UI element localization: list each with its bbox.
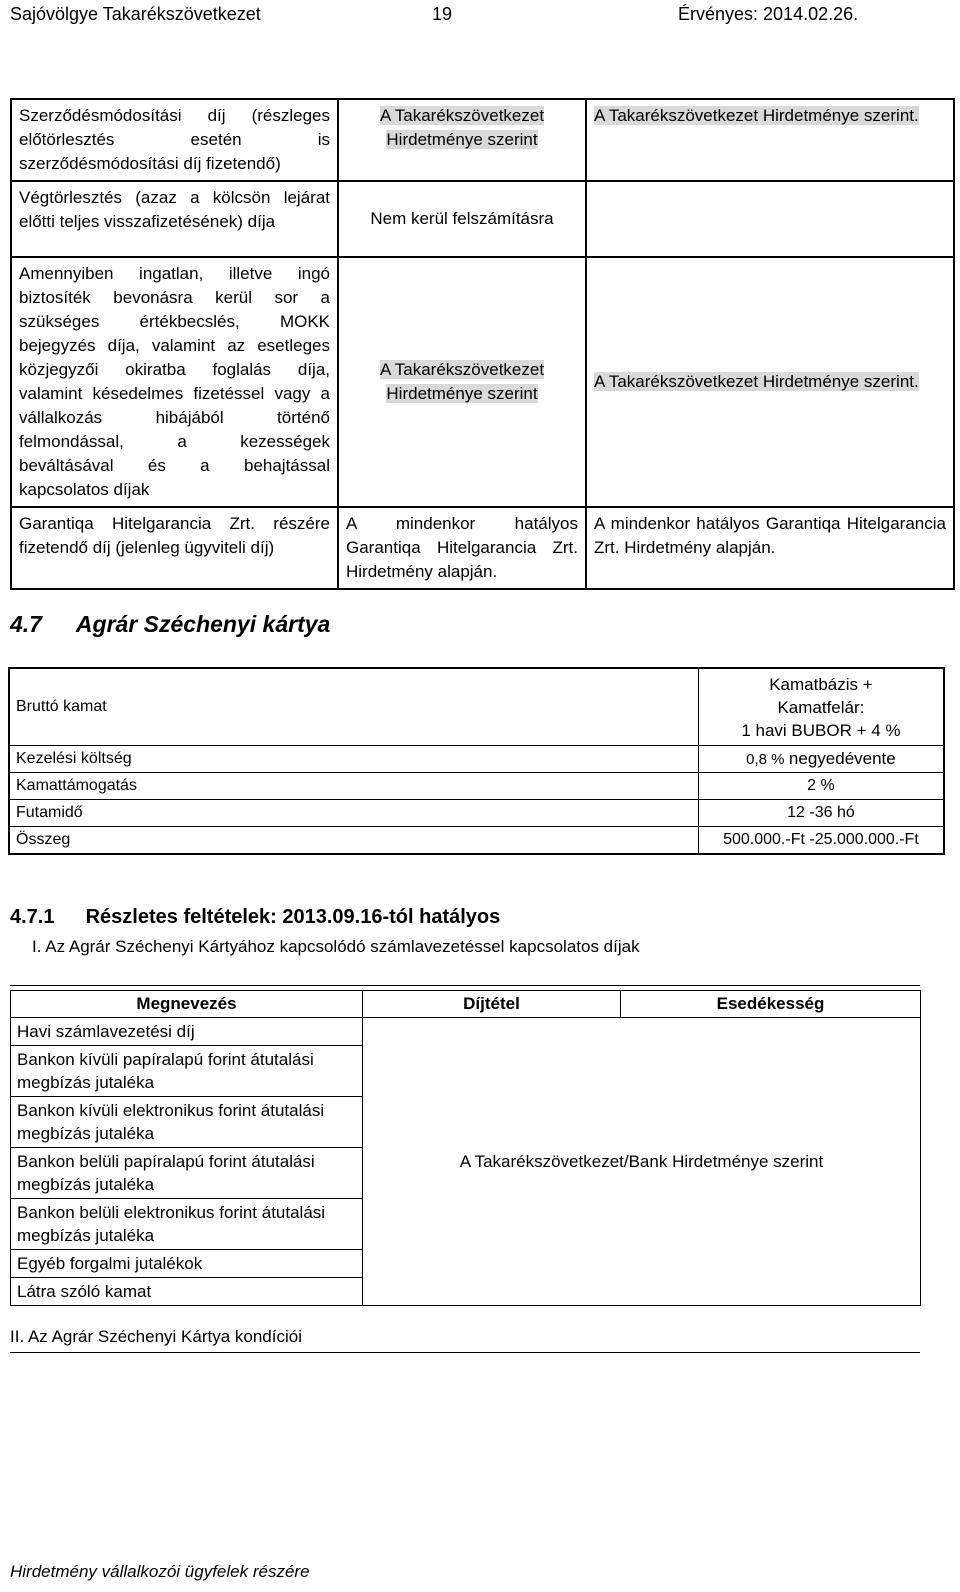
- column-header: Megnevezés: [11, 991, 363, 1018]
- fee-item: Egyéb forgalmi jutalékok: [11, 1250, 363, 1278]
- value-rate: 0,8 %: [746, 750, 785, 768]
- table-row: [11, 257, 954, 507]
- row-label: Kezelési költség: [9, 746, 698, 773]
- section-title: Részletes feltételek: 2013.09.16-tól hatályos: [85, 906, 501, 928]
- header-valid-date: Érvényes: 2014.02.26.: [678, 4, 859, 24]
- row-label: Futamidő: [9, 800, 698, 827]
- value-line: 1 havi BUBOR + 4 %: [741, 720, 901, 740]
- highlighted-value: A Takarékszövetkezet Hirdetménye szerint.: [594, 106, 919, 125]
- row-label: Kamattámogatás: [9, 773, 698, 800]
- section-number: 4.7.1: [10, 906, 55, 928]
- section-title: Agrár Széchenyi kártya: [75, 611, 331, 637]
- table-row: [9, 827, 944, 855]
- value-frequency: negyedévente: [788, 748, 896, 768]
- highlighted-value: A Takarékszövetkezet Hirdetménye szerint.: [594, 372, 919, 391]
- fee-item: Bankon kívüli papíralapú forint átutalási megbízás jutaléka: [11, 1046, 363, 1097]
- section-heading-4-7-1: [10, 906, 500, 929]
- row-value-1: [338, 99, 586, 181]
- table-row: [9, 746, 944, 773]
- row-label: Összeg: [9, 827, 698, 855]
- row-value: 2 %: [698, 773, 944, 800]
- column-header: Esedékesség: [621, 991, 921, 1018]
- row-label: Végtörlesztés (azaz a kölcsön lejárat előtti teljes visszafizetésének) díja: [11, 181, 338, 257]
- row-label: Garantiqa Hitelgarancia Zrt. részére fizetendő díj (jelenleg ügyviteli díj): [11, 507, 338, 589]
- fee-item: Bankon kívüli elektronikus forint átutalási megbízás jutaléka: [11, 1097, 363, 1148]
- table-row: [11, 1018, 921, 1046]
- row-value-2: [586, 257, 954, 507]
- row-value-1: Nem kerül felszámításra: [338, 181, 586, 257]
- table-row: [11, 181, 954, 257]
- row-value: 500.000.-Ft -25.000.000.-Ft: [698, 827, 944, 855]
- fee-conditions-table: [10, 98, 955, 590]
- fee-merged-value: A Takarékszövetkezet/Bank Hirdetménye szerint: [363, 1018, 921, 1306]
- value-line: Kamatfelár:: [777, 697, 865, 717]
- row-value-2: A mindenkor hatályos Garantiqa Hitelgarancia Zrt. Hirdetmény alapján.: [586, 507, 954, 589]
- table-row: [9, 800, 944, 827]
- value-line: Kamatbázis +: [769, 674, 873, 694]
- row-value: 12 -36 hó: [698, 800, 944, 827]
- account-fees-table: [10, 990, 921, 1306]
- highlighted-value: A Takarékszövetkezet Hirdetménye szerint: [379, 106, 545, 149]
- column-header: Díjtétel: [363, 991, 621, 1018]
- row-value-1: A mindenkor hatályos Garantiqa Hitelgarancia Zrt. Hirdetmény alapján.: [338, 507, 586, 589]
- table-row: [11, 99, 954, 181]
- row-value-1: [338, 257, 586, 507]
- row-value: [698, 668, 944, 746]
- section-heading-4-7: [10, 611, 330, 638]
- fee-item: Bankon belüli elektronikus forint átutalási megbízás jutaléka: [11, 1199, 363, 1250]
- row-value-2: [586, 99, 954, 181]
- table-row: [9, 773, 944, 800]
- header-page-number: 19: [432, 4, 453, 24]
- row-value-2: [586, 181, 954, 257]
- fee-item: Havi számlavezetési díj: [11, 1018, 363, 1046]
- footer-text: Hirdetmény vállalkozói ügyfelek részére: [10, 1562, 310, 1581]
- table-row: [9, 668, 944, 746]
- subsection-ii-title: II. Az Agrár Széchenyi Kártya kondíciói: [10, 1327, 302, 1346]
- row-label: Amennyiben ingatlan, illetve ingó biztosíték bevonásra kerül sor a szükséges értékbecslés, MOKK bejegyzés díja, valamint az esetleges közjegyzői okiratba foglalás díja, valamint késedelmes fizetéssel vagy a vállalkozás hibájából történő felmondással, a kezességek beváltásával és a behajtással kapcsolatos díjak: [11, 257, 338, 507]
- table-header-row: [11, 991, 921, 1018]
- table-row: [11, 507, 954, 589]
- highlighted-value: A Takarékszövetkezet Hirdetménye szerint: [379, 360, 545, 403]
- row-label: Szerződésmódosítási díj (részleges előtörlesztés esetén is szerződésmódosítási díj fizetendő): [11, 99, 338, 181]
- divider: [10, 1352, 920, 1353]
- fee-item: Látra szóló kamat: [11, 1278, 363, 1306]
- row-value: [698, 746, 944, 773]
- fee-item: Bankon belüli papíralapú forint átutalási megbízás jutaléka: [11, 1148, 363, 1199]
- header-org: Sajóvölgye Takarékszövetkezet: [10, 4, 261, 24]
- subsection-i-title: I. Az Agrár Széchenyi Kártyához kapcsolódó számlavezetéssel kapcsolatos díjak: [32, 937, 640, 956]
- section-number: 4.7: [10, 611, 42, 637]
- divider: [10, 985, 920, 986]
- row-label: Bruttó kamat: [9, 668, 698, 746]
- card-conditions-table: [8, 667, 945, 855]
